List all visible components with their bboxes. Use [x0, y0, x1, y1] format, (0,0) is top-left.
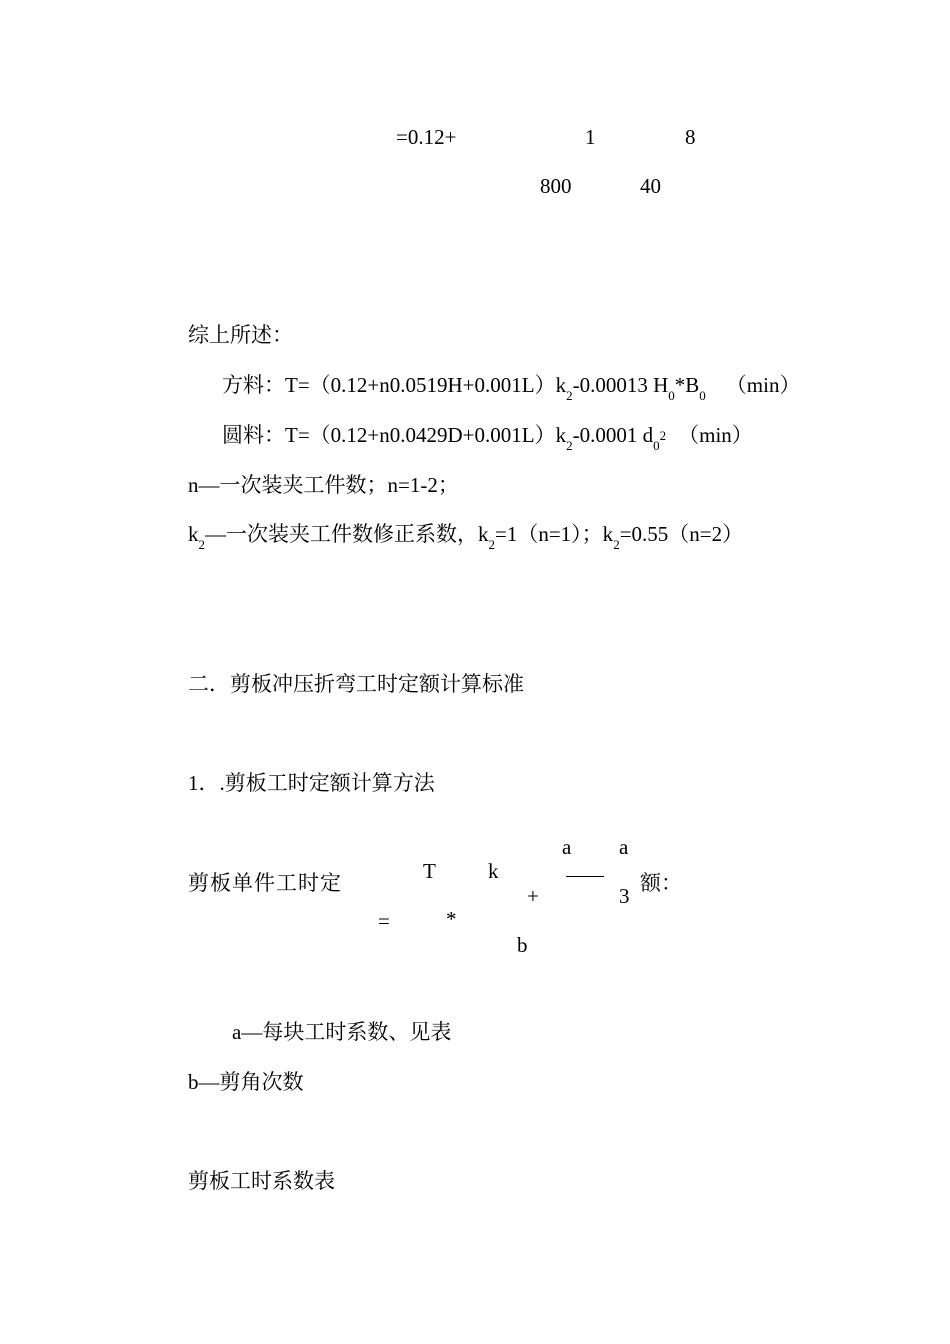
k2-text-2: =1（n=1）；k	[495, 522, 614, 546]
summary-heading: 综上所述：	[188, 323, 293, 347]
square-formula-unit: （min）	[725, 373, 801, 397]
round-formula-prefix: 圆料：T=（0.12+n0.0429D+0.001L）k	[222, 423, 567, 447]
square-formula-prefix: 方料：T=（0.12+n0.0519H+0.001L）k	[222, 373, 567, 397]
square-h-subscript: 0	[668, 388, 675, 403]
formula-k: k	[488, 859, 499, 883]
formula-divisor-3: 3	[619, 884, 630, 908]
square-k-subscript: 2	[566, 388, 573, 403]
k2-letter: k	[188, 522, 199, 546]
formula-equals: =	[378, 909, 390, 933]
round-formula-mid1: -0.0001 d	[572, 423, 654, 447]
shearing-formula-label: 剪板单件工时定	[188, 871, 342, 895]
k2-text-1: —一次装夹工件数修正系数，k	[205, 522, 489, 546]
section-2-title: 二．剪板冲压折弯工时定额计算标准	[188, 672, 524, 696]
formula-multiply: *	[446, 907, 457, 931]
round-d-superscript: 2	[659, 428, 667, 443]
k2-definition	[188, 522, 744, 552]
formula-numerator-2: 8	[685, 125, 696, 149]
formula-lhs: =0.12+	[396, 125, 457, 149]
round-k-subscript: 2	[566, 438, 573, 453]
k2-text-3: =0.55（n=2）	[619, 522, 744, 546]
definition-a: a—每块工时系数、见表	[232, 1020, 452, 1044]
square-b-subscript: 0	[699, 388, 706, 403]
k2-subscript-2: 2	[488, 537, 495, 552]
round-formula-unit: （min）	[678, 423, 753, 447]
formula-a-right: a	[619, 835, 629, 859]
table-title: 剪板工时系数表	[188, 1169, 335, 1193]
round-material-formula	[222, 423, 753, 453]
formula-a-numerator: a	[562, 835, 572, 859]
formula-numerator-1: 1	[585, 125, 596, 149]
formula-T: T	[423, 859, 436, 883]
subsection-1-title: 1．.剪板工时定额计算方法	[188, 771, 435, 795]
formula-denominator-2: 40	[640, 174, 661, 198]
k2-subscript-3: 2	[613, 537, 620, 552]
formula-denominator-1: 800	[540, 174, 572, 198]
square-formula-mid1: -0.00013 H	[572, 373, 669, 397]
shearing-formula-label-end: 额：	[640, 871, 682, 895]
k2-subscript: 2	[198, 537, 205, 552]
n-definition: n—一次装夹工件数；n=1-2；	[188, 473, 459, 497]
formula-plus: +	[527, 884, 539, 908]
square-formula-mid2: *B	[674, 373, 700, 397]
definition-b: b—剪角次数	[188, 1070, 304, 1094]
round-d-subscript: 0	[653, 438, 660, 453]
formula-b: b	[517, 933, 528, 957]
fraction-bar	[566, 876, 604, 877]
square-material-formula	[222, 373, 801, 403]
